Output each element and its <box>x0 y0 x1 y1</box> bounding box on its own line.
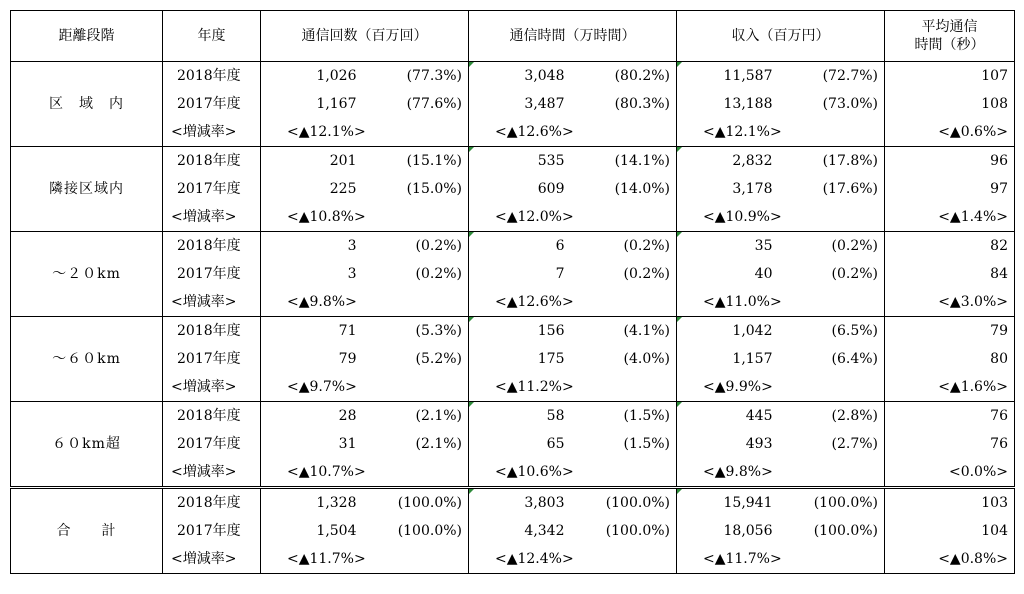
calls-share: (5.3%) <box>365 317 469 346</box>
group-upto-20km-row-2018 <box>11 232 1015 261</box>
distance-label: 隣接区域内 <box>11 147 163 232</box>
cell-corner-marker <box>469 147 474 152</box>
avg-time-value: 103 <box>885 488 1015 518</box>
avg-time-value: 108 <box>885 90 1015 118</box>
revenue-value-text: 1,042 <box>732 323 773 339</box>
cell-corner-marker <box>677 317 682 322</box>
calls-share: (0.2%) <box>365 260 469 288</box>
time-value-text: 3,048 <box>524 68 565 84</box>
calls-value: 1,026 <box>261 62 365 91</box>
avg-time-value: 80 <box>885 345 1015 373</box>
calls-value: 1,167 <box>261 90 365 118</box>
header-calls: 通信回数（百万回） <box>261 11 469 62</box>
distance-label: 区 域 内 <box>11 62 163 147</box>
calls-value: 1,504 <box>261 517 365 545</box>
cell-corner-marker <box>677 402 682 407</box>
time-change-rate: <▲12.6%> <box>469 118 677 147</box>
rate-label: <増減率> <box>163 118 261 147</box>
avg-time-value: 96 <box>885 147 1015 176</box>
time-share: (14.0%) <box>573 175 677 203</box>
year-cell: 2018年度 <box>163 62 261 91</box>
time-value <box>469 62 573 91</box>
time-value <box>469 402 573 431</box>
revenue-change-rate: <▲11.0%> <box>677 288 885 317</box>
year-cell: 2018年度 <box>163 232 261 261</box>
time-value-text: 609 <box>537 181 565 197</box>
year-cell: 2018年度 <box>163 147 261 176</box>
revenue-share: (17.8%) <box>781 147 885 176</box>
avg-time-value: 97 <box>885 175 1015 203</box>
distance-label: ～２０km <box>11 232 163 317</box>
revenue-change-rate: <▲12.1%> <box>677 118 885 147</box>
avg-time-value: 79 <box>885 317 1015 346</box>
cell-corner-marker <box>469 62 474 67</box>
group-total-row-2018 <box>11 488 1015 518</box>
calls-share: (100.0%) <box>365 488 469 518</box>
avg-time-value: 82 <box>885 232 1015 261</box>
revenue-share: (73.0%) <box>781 90 885 118</box>
header-revenue: 収入（百万円） <box>677 11 885 62</box>
revenue-share: (6.5%) <box>781 317 885 346</box>
calls-value: 225 <box>261 175 365 203</box>
revenue-value-text: 15,941 <box>723 495 773 511</box>
revenue-value <box>677 90 781 118</box>
revenue-value <box>677 260 781 288</box>
time-share: (100.0%) <box>573 517 677 545</box>
revenue-share: (17.6%) <box>781 175 885 203</box>
revenue-share: (100.0%) <box>781 488 885 518</box>
revenue-share: (6.4%) <box>781 345 885 373</box>
distance-label: ～６０km <box>11 317 163 402</box>
revenue-value <box>677 232 781 261</box>
avg-time-value: 104 <box>885 517 1015 545</box>
cell-corner-marker <box>677 62 682 67</box>
revenue-value <box>677 62 781 91</box>
time-share: (0.2%) <box>573 260 677 288</box>
year-cell: 2017年度 <box>163 175 261 203</box>
calls-change-rate: <▲10.7%> <box>261 458 469 488</box>
revenue-value <box>677 345 781 373</box>
year-cell: 2018年度 <box>163 317 261 346</box>
avg-time-change-rate: <▲1.6%> <box>885 373 1015 402</box>
header-avg-time <box>885 11 1015 62</box>
revenue-value-text: 40 <box>754 266 773 282</box>
calls-share: (77.6%) <box>365 90 469 118</box>
revenue-share: (72.7%) <box>781 62 885 91</box>
calls-change-rate: <▲12.1%> <box>261 118 469 147</box>
year-cell: 2017年度 <box>163 430 261 458</box>
time-share: (1.5%) <box>573 402 677 431</box>
avg-time-change-rate: <▲0.6%> <box>885 118 1015 147</box>
time-share: (0.2%) <box>573 232 677 261</box>
avg-time-value: 84 <box>885 260 1015 288</box>
time-value-text: 6 <box>555 238 565 254</box>
revenue-value-text: 445 <box>745 408 773 424</box>
calls-share: (2.1%) <box>365 402 469 431</box>
cell-corner-marker <box>677 489 682 494</box>
calls-share: (2.1%) <box>365 430 469 458</box>
calls-value: 3 <box>261 232 365 261</box>
calls-share: (15.0%) <box>365 175 469 203</box>
time-change-rate: <▲10.6%> <box>469 458 677 488</box>
header-avg-line2: 時間（秒） <box>914 37 985 53</box>
revenue-value-text: 35 <box>754 238 773 254</box>
year-cell: 2018年度 <box>163 488 261 518</box>
calls-change-rate: <▲9.8%> <box>261 288 469 317</box>
time-value <box>469 488 573 518</box>
revenue-value <box>677 147 781 176</box>
cell-corner-marker <box>469 317 474 322</box>
time-value <box>469 517 573 545</box>
avg-time-change-rate: <▲0.8%> <box>885 545 1015 574</box>
time-value-text: 3,487 <box>524 96 565 112</box>
revenue-share: (100.0%) <box>781 517 885 545</box>
time-change-rate: <▲12.0%> <box>469 203 677 232</box>
calls-share: (0.2%) <box>365 232 469 261</box>
time-value <box>469 175 573 203</box>
time-value <box>469 147 573 176</box>
time-share: (100.0%) <box>573 488 677 518</box>
revenue-value-text: 13,188 <box>723 96 773 112</box>
group-over-60km-row-2018 <box>11 402 1015 431</box>
revenue-value <box>677 430 781 458</box>
traffic-statistics-table <box>10 10 1015 574</box>
calls-share: (15.1%) <box>365 147 469 176</box>
revenue-change-rate: <▲11.7%> <box>677 545 885 574</box>
time-value <box>469 430 573 458</box>
time-value <box>469 260 573 288</box>
year-cell: 2017年度 <box>163 517 261 545</box>
calls-share: (77.3%) <box>365 62 469 91</box>
calls-value: 79 <box>261 345 365 373</box>
header-year: 年度 <box>163 11 261 62</box>
time-share: (14.1%) <box>573 147 677 176</box>
cell-corner-marker <box>469 232 474 237</box>
calls-value: 71 <box>261 317 365 346</box>
time-share: (4.1%) <box>573 317 677 346</box>
distance-label: ６０km超 <box>11 402 163 488</box>
cell-corner-marker <box>469 402 474 407</box>
avg-time-change-rate: <▲3.0%> <box>885 288 1015 317</box>
revenue-value-text: 1,157 <box>732 351 773 367</box>
revenue-share: (0.2%) <box>781 232 885 261</box>
time-value <box>469 232 573 261</box>
cell-corner-marker <box>677 147 682 152</box>
time-value-text: 58 <box>546 408 565 424</box>
cell-corner-marker <box>469 489 474 494</box>
group-upto-60km-row-2018 <box>11 317 1015 346</box>
revenue-value-text: 2,832 <box>732 153 773 169</box>
calls-value: 31 <box>261 430 365 458</box>
revenue-share: (0.2%) <box>781 260 885 288</box>
revenue-value <box>677 517 781 545</box>
calls-value: 1,328 <box>261 488 365 518</box>
rate-label: <増減率> <box>163 203 261 232</box>
revenue-share: (2.7%) <box>781 430 885 458</box>
year-cell: 2017年度 <box>163 90 261 118</box>
time-value-text: 3,803 <box>524 495 565 511</box>
time-value <box>469 345 573 373</box>
revenue-change-rate: <▲10.9%> <box>677 203 885 232</box>
time-value <box>469 317 573 346</box>
time-value-text: 7 <box>555 266 565 282</box>
rate-label: <増減率> <box>163 288 261 317</box>
revenue-share: (2.8%) <box>781 402 885 431</box>
year-cell: 2017年度 <box>163 345 261 373</box>
calls-value: 201 <box>261 147 365 176</box>
calls-change-rate: <▲10.8%> <box>261 203 469 232</box>
revenue-value <box>677 402 781 431</box>
time-change-rate: <▲11.2%> <box>469 373 677 402</box>
calls-share: (5.2%) <box>365 345 469 373</box>
distance-label: 合 計 <box>11 488 163 574</box>
time-value-text: 4,342 <box>524 523 565 539</box>
time-value <box>469 90 573 118</box>
revenue-value-text: 11,587 <box>723 68 773 84</box>
avg-time-value: 76 <box>885 402 1015 431</box>
time-value-text: 175 <box>537 351 565 367</box>
revenue-value <box>677 175 781 203</box>
time-share: (80.2%) <box>573 62 677 91</box>
revenue-value-text: 493 <box>745 436 773 452</box>
avg-time-value: 107 <box>885 62 1015 91</box>
group-adjacent-area-row-2018 <box>11 147 1015 176</box>
header-row <box>11 11 1015 62</box>
cell-corner-marker <box>677 232 682 237</box>
calls-change-rate: <▲11.7%> <box>261 545 469 574</box>
rate-label: <増減率> <box>163 545 261 574</box>
revenue-value <box>677 317 781 346</box>
header-time: 通信時間（万時間） <box>469 11 677 62</box>
calls-change-rate: <▲9.7%> <box>261 373 469 402</box>
calls-share: (100.0%) <box>365 517 469 545</box>
header-distance: 距離段階 <box>11 11 163 62</box>
rate-label: <増減率> <box>163 373 261 402</box>
revenue-value-text: 3,178 <box>732 181 773 197</box>
time-change-rate: <▲12.4%> <box>469 545 677 574</box>
year-cell: 2017年度 <box>163 260 261 288</box>
rate-label: <増減率> <box>163 458 261 488</box>
year-cell: 2018年度 <box>163 402 261 431</box>
time-share: (1.5%) <box>573 430 677 458</box>
revenue-change-rate: <▲9.8%> <box>677 458 885 488</box>
table-body <box>11 62 1015 574</box>
time-value-text: 535 <box>537 153 565 169</box>
time-share: (4.0%) <box>573 345 677 373</box>
avg-time-value: 76 <box>885 430 1015 458</box>
time-share: (80.3%) <box>573 90 677 118</box>
header-avg-line1: 平均通信 <box>921 19 978 35</box>
calls-value: 3 <box>261 260 365 288</box>
group-inner-area-row-2018 <box>11 62 1015 91</box>
revenue-value-text: 18,056 <box>723 523 773 539</box>
revenue-value <box>677 488 781 518</box>
revenue-change-rate: <▲9.9%> <box>677 373 885 402</box>
time-value-text: 156 <box>537 323 565 339</box>
avg-time-change-rate: <▲1.4%> <box>885 203 1015 232</box>
avg-time-change-rate: <0.0%> <box>885 458 1015 488</box>
time-change-rate: <▲12.6%> <box>469 288 677 317</box>
calls-value: 28 <box>261 402 365 431</box>
time-value-text: 65 <box>546 436 565 452</box>
